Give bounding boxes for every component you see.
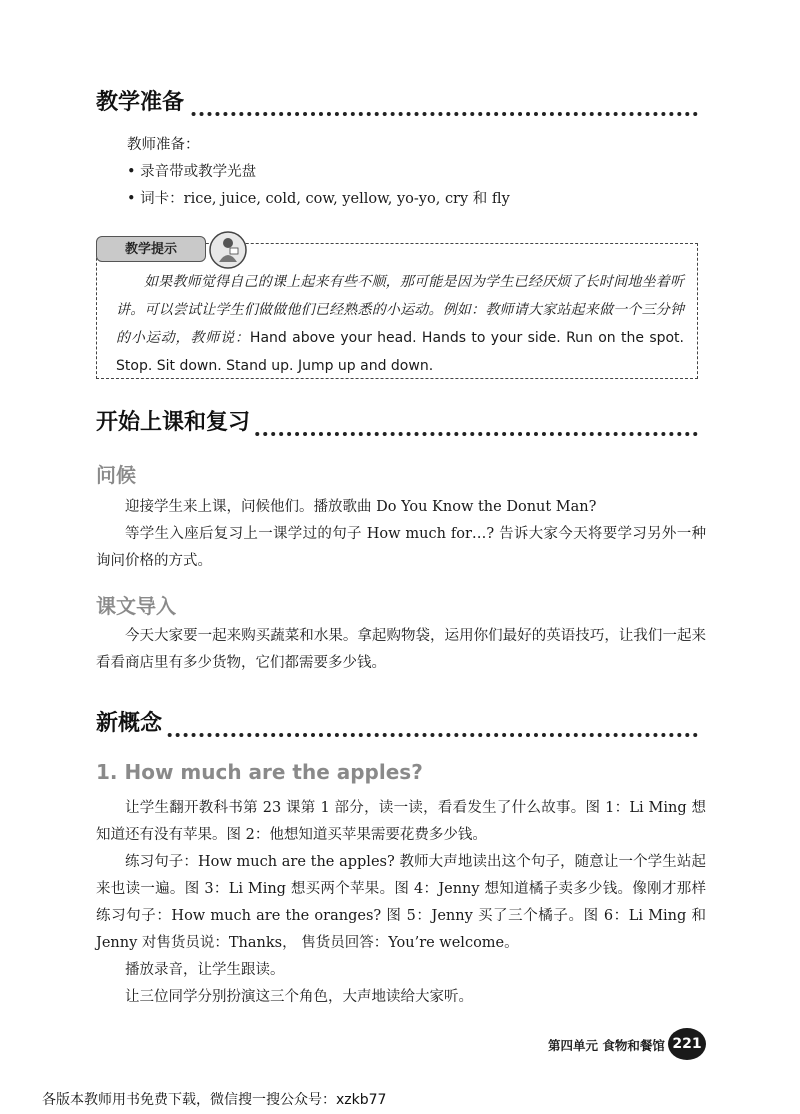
paragraph: 等学生入座后复习上一课学过的句子 How much for…? 告诉大家今天将要学习另外一种询问价格的方式。: [96, 526, 706, 569]
section-header-new: [96, 703, 698, 739]
paragraph: 让三位同学分别扮演这三个角色，大声地读给大家听。: [125, 989, 473, 1005]
list-item: • 词卡：rice, juice, cold, cow, yellow, yo-yo, cry 和 fly: [127, 191, 510, 207]
sub-heading-lesson: 1. How much are the apples?: [96, 760, 423, 784]
tip-badge: 教学提示: [96, 236, 206, 262]
teacher-prep-label: 教师准备：: [127, 137, 200, 153]
sub-heading-greeting: 问候: [96, 463, 136, 487]
section-title: 教学准备: [96, 85, 188, 116]
section-title: 开始上课和复习: [96, 405, 254, 436]
tip-text-cn: 如果教师觉得自己的课上起来有些不顺，那可能是因为学生已经厌烦了长时间地坐着听讲。可以尝试让学生们做做他们已经熟悉的小运动。例如：教师请大家站起来做一个三分钟的小运动，教师说：: [116, 274, 684, 346]
watermark-text: 各版本教师用书免费下载，微信搜一搜公众号：xzkb77: [42, 1092, 387, 1108]
new-concept-paragraphs: [96, 795, 706, 1011]
paragraph: 让学生翻开教科书第 23 课第 1 部分，读一读，看看发生了什么故事。图 1：Li Ming 想知道还有没有苹果。图 2：他想知道买苹果需要花费多少钱。: [96, 800, 706, 843]
unit-label: 第四单元 食物和餐馆: [548, 1038, 665, 1053]
greeting-paragraphs: [96, 494, 706, 575]
section-header-start: [96, 402, 698, 438]
dotted-rule: [96, 733, 698, 737]
teacher-figure-icon: [208, 230, 248, 270]
list-item: • 录音带或教学光盘: [127, 164, 257, 180]
section-header-prep: [96, 82, 698, 118]
tip-text: [116, 268, 684, 380]
paragraph: 练习句子：How much are the apples? 教师大声地读出这个句子，随意让一个学生站起来也读一遍。图 3：Li Ming 想买两个苹果。图 4：Jenny 想知道橘子卖多少钱。像刚才那样练习句子：How much are the oranges? 图 5：Jenny 买了三个橘子。图 6：Li Ming 和 Jenny 对售货员说：Thanks， 售货员回答：You’re welcome。: [96, 854, 706, 951]
prep-list: [127, 132, 687, 213]
page-number: 221: [668, 1028, 706, 1060]
paragraph: 迎接学生来上课，问候他们。播放歌曲 Do You Know the Donut Man?: [125, 499, 597, 515]
tip-text-en: Hand above your head. Hands to your side. Run on the spot. Stop. Sit down. Stand up. Jump up and down.: [116, 330, 685, 374]
section-title: 新概念: [96, 706, 166, 737]
sub-heading-intro: 课文导入: [96, 594, 176, 618]
paragraph: 今天大家要一起来购买蔬菜和水果。拿起购物袋，运用你们最好的英语技巧，让我们一起来看看商店里有多少货物，它们都需要多少钱。: [96, 628, 706, 671]
intro-paragraphs: [96, 623, 706, 677]
paragraph: 播放录音，让学生跟读。: [125, 962, 285, 978]
